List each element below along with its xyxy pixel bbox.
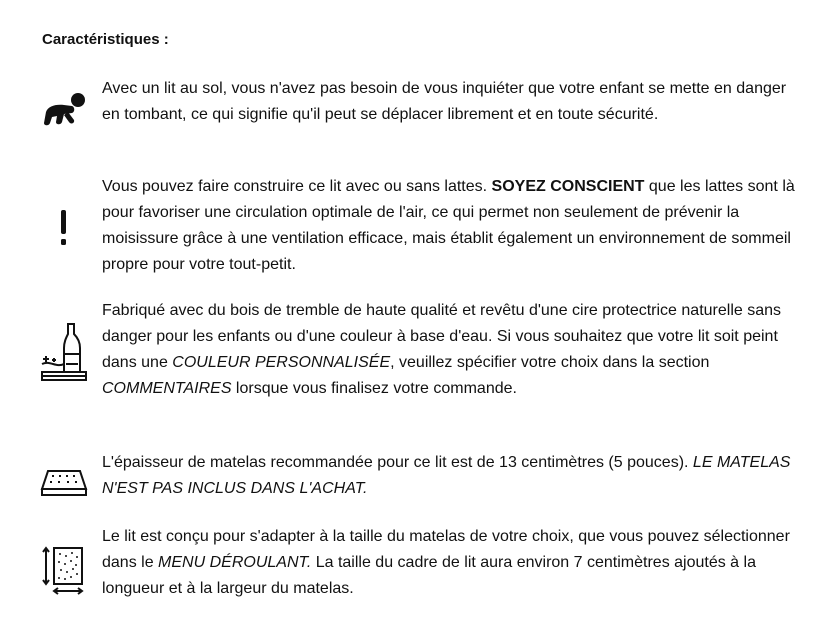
feature-text-italic: COMMENTAIRES [102, 380, 232, 397]
feature-text-part: Le lit est conçu pour s'adapter à la taille du matelas de votre choix, que vous pouvez sélectionner dans le [102, 528, 790, 571]
feature-text-part: lorsque vous finalisez votre commande. [231, 380, 517, 397]
feature-text-italic: COULEUR PERSONNALISÉE [172, 354, 391, 371]
feature-text [102, 174, 802, 278]
feature-text-italic: MENU DÉROULANT. [158, 554, 312, 571]
mattress-size-icon [38, 544, 90, 596]
feature-text [102, 450, 802, 502]
feature-text-bold: SOYEZ CONSCIENT [491, 178, 645, 195]
feature-text-part: Vous pouvez faire construire ce lit avec ou sans lattes. [102, 178, 492, 195]
feature-text-part: que les lattes sont là pour favoriser une circulation optimale de l'air, ce qui permet non seulement de prévenir la moisissure grâce à une ventilation efficace, mais établit également un environnement de sommeil propre pour votre tout-petit. [102, 178, 795, 273]
crawling-baby-icon [38, 84, 90, 136]
feature-text-part: Fabriqué avec du bois de tremble de haute qualité et revêtu d'une cire protectrice naturelle sans danger pour les enfants ou d'une couleur à base d'eau. Si vous souhaitez que votre lit soit peint dans une [102, 302, 782, 371]
feature-text-part: L'épaisseur de matelas recommandée pour ce lit est de 13 centimètres (5 pouces). [102, 454, 693, 471]
mattress-icon [38, 456, 90, 508]
section-heading: Caractéristiques : [42, 31, 169, 48]
paint-bottle-wood-icon [38, 326, 90, 378]
feature-text-italic: LE MATELAS N'EST PAS INCLUS DANS L'ACHAT. [102, 454, 791, 497]
feature-text-part: La taille du cadre de lit aura environ 7 centimètres ajoutés à la longueur et à la largeur du matelas. [102, 554, 756, 597]
feature-text [102, 524, 802, 602]
feature-text [102, 298, 802, 402]
feature-text: Avec un lit au sol, vous n'avez pas besoin de vous inquiéter que votre enfant se mette en danger en tombant, ce qui signifie qu'il peut se déplacer librement et en toute sécurité. [102, 80, 787, 123]
feature-text-part: , veuillez spécifier votre choix dans la section [390, 354, 710, 371]
exclamation-icon [38, 202, 90, 254]
